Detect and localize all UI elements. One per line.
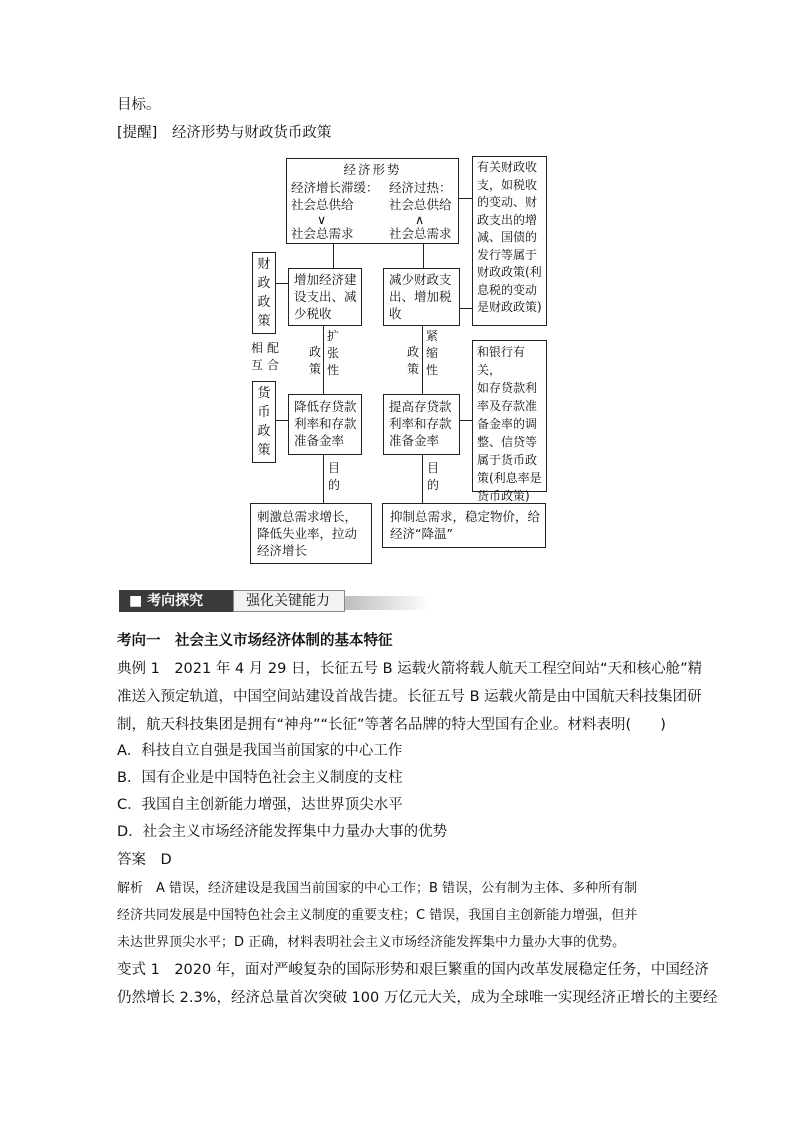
- stimulus-result-box: 刺激总需求增长， 降低失业率，拉动 经济增长: [250, 503, 372, 564]
- option-b: B．国有企业是中国特色社会主义制度的支柱: [117, 770, 403, 786]
- expansionary-fiscal-box: 增加经济建 设支出、减 少税收: [288, 268, 362, 326]
- monetary-policy-label: 货币政策: [252, 381, 276, 463]
- monetary-note-box: 和银行有关， 如存贷款利 率及存款准 备金率的调 整、信贷等 属于货币政 策(利息率是 货币政策): [472, 340, 547, 492]
- slow-growth-supply: 社会总供给: [291, 197, 354, 212]
- economic-situation-box: [286, 158, 459, 244]
- tip-label: [提醒]: [117, 125, 158, 141]
- variant-line-2: 仍然增长 2.3%，经济总量首次突破 100 万亿元大关，成为全球唯一实现经济正增长的主要经: [117, 990, 718, 1006]
- option-c: C．我国自主创新能力增强，达世界顶尖水平: [117, 797, 403, 813]
- tight-label-right: 紧缩性: [425, 329, 438, 377]
- option-d: D．社会主义市场经济能发挥集中力量办大事的优势: [117, 824, 448, 840]
- purpose-label-right: 目的: [426, 461, 439, 492]
- variant-line-1: 变式 1 2020 年，面对严峻复杂的国际形势和艰巨繁重的国内改革发展稳定任务，中国经济: [117, 962, 709, 978]
- slow-growth-demand: 社会总需求: [291, 226, 354, 241]
- mutual-label-right: 配合: [266, 341, 279, 372]
- section-banner-dark: ■ 考向探究: [119, 590, 233, 612]
- analysis-line-1: 解析 A 错误，经济建设是我国当前国家的中心工作；B 错误，公有制为主体、多种所有制: [117, 881, 638, 896]
- tip-line: [117, 124, 331, 142]
- example-stem-line-2: 准送入预定轨道，中国空间站建设首战告捷。长征五号 B 运载火箭是由中国航天科技集团研: [117, 689, 702, 705]
- less-than-symbol: ∨: [317, 212, 327, 227]
- overheating-heading: 经济过热：: [389, 180, 452, 195]
- purpose-label-left: 目的: [327, 461, 340, 492]
- contractionary-monetary-box: 提高存贷款 利率和存款 准备金率: [383, 394, 460, 455]
- topic-heading: 考向一 社会主义市场经济体制的基本特征: [117, 633, 393, 649]
- cooling-result-box: 抑制总需求，稳定物价，给 经济“降温”: [382, 503, 546, 548]
- analysis-line-3: 未达世界顶尖水平；D 正确，材料表明社会主义市场经济能发挥集中力量办大事的优势。: [117, 935, 626, 950]
- expansion-label-left: 政策: [308, 345, 321, 376]
- example-stem-line-1: 典例 1 2021 年 4 月 29 日，长征五号 B 运载火箭将载人航天工程空间站“天和核心舱”精: [117, 661, 703, 677]
- analysis-line-2: 经济共同发展是中国特色社会主义制度的重要支柱；C 错误，我国自主创新能力增强，但并: [117, 908, 638, 923]
- fiscal-policy-label: 财政政策: [252, 252, 276, 334]
- economic-situation-title: 经济形势: [343, 162, 402, 177]
- fiscal-note-box: 有关财政收 支，如税收 的变动、财 政支出的增 减、国债的 发行等属于 财政政策(利 息税的变动 是财政政策): [472, 156, 547, 326]
- slow-growth-heading: 经济增长滞缓：: [291, 180, 379, 195]
- greater-than-symbol: ∧: [415, 212, 425, 227]
- intro-line: 目标。: [117, 97, 161, 113]
- tip-title: 经济形势与财政货币政策: [171, 125, 332, 141]
- section-banner-light: 强化关键能力: [233, 590, 345, 612]
- option-a: A．科技自立自强是我国当前国家的中心工作: [117, 743, 403, 759]
- overheating-demand: 社会总需求: [389, 226, 452, 241]
- overheating-supply: 社会总供给: [389, 197, 452, 212]
- mutual-label-left: 相互: [250, 341, 263, 372]
- expansion-label-right: 扩张性: [326, 329, 339, 377]
- section-banner-fade: [345, 596, 430, 610]
- example-stem-line-3: 制，航天科技集团是拥有“神舟”“长征”等著名品牌的特大型国有企业。材料表明( ): [117, 717, 666, 733]
- contractionary-fiscal-box: 减少财政支 出、增加税 收: [383, 268, 460, 326]
- expansionary-monetary-box: 降低存贷款 利率和存款 准备金率: [288, 394, 362, 455]
- answer-line: 答案 D: [117, 852, 172, 868]
- tight-label-left: 政策: [406, 345, 419, 376]
